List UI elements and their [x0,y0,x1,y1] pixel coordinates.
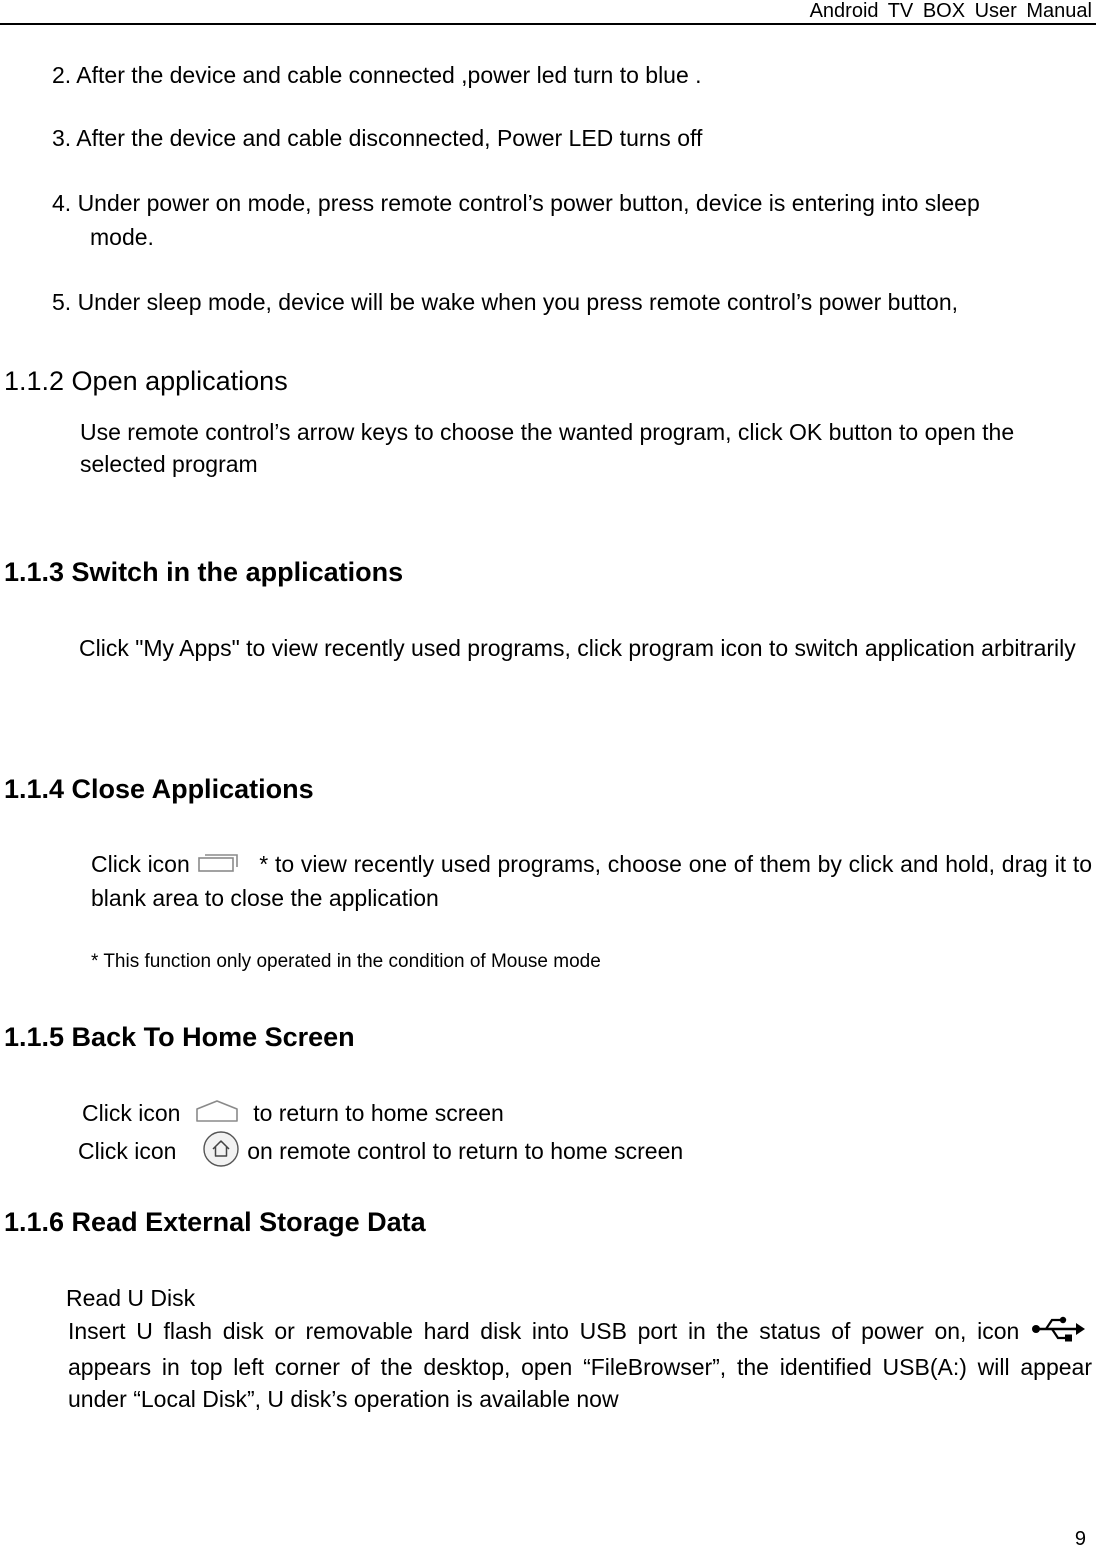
section-1-1-6-body-pre: Insert U flash disk or removable hard disk into USB port in the status of power on, icon [68,1318,1020,1345]
home-outline-icon [187,1098,247,1132]
page-number: 9 [1074,1528,1086,1550]
section-1-1-2-line-2: selected program [80,451,258,477]
step-4-line-2: mode. [90,224,154,250]
section-1-1-5-line-1-post: to return to home screen [253,1100,504,1126]
step-4-line-1: 4. Under power on mode, press remote control’s power button, device is entering into sleep [52,190,980,216]
section-1-1-5-line-2 [78,1129,683,1177]
section-1-1-2-line-1: Use remote control’s arrow keys to choose the wanted program, click OK button to open the [80,419,1015,445]
section-1-1-3-body: Click "My Apps" to view recently used programs, click program icon to switch application arbitrarily [79,635,1076,661]
recent-apps-icon [197,850,253,882]
step-3: 3. After the device and cable disconnected, Power LED turns off [52,125,703,151]
step-2: 2. After the device and cable connected ,power led turn to blue . [52,62,702,88]
section-1-1-6-heading: 1.1.6 Read External Storage Data [4,1207,426,1237]
section-1-1-2-heading: 1.1.2 Open applications [4,366,288,396]
section-1-1-4-body [91,848,1092,914]
header-title: Android TV BOX User Manual [809,0,1092,22]
section-1-1-4-body-post: * to view recently used programs, choose one of them by click and hold, drag it to blank area to close the application [91,851,1093,911]
section-1-1-4-heading: 1.1.4 Close Applications [4,774,314,804]
section-1-1-5-line-1 [82,1097,504,1132]
header-rule [0,23,1096,25]
step-5: 5. Under sleep mode, device will be wake when you press remote control’s power button, [52,289,958,315]
section-1-1-4-body-pre: Click icon [91,851,190,877]
section-1-1-5-line-2-pre: Click icon [78,1138,177,1165]
section-1-1-5-heading: 1.1.5 Back To Home Screen [4,1022,355,1052]
section-1-1-3-heading: 1.1.3 Switch in the applications [4,557,404,587]
section-1-1-5-line-2-post: on remote control to return to home screen [247,1138,684,1165]
usb-icon [1030,1315,1092,1351]
section-1-1-4-note: * This function only operated in the condition of Mouse mode [91,951,601,972]
remote-home-button-icon [183,1129,241,1177]
section-1-1-6-subheading: Read U Disk [66,1285,196,1311]
section-1-1-6-body [68,1315,1092,1415]
section-1-1-6-body-post: appears in top left corner of the desktop, open “FileBrowser”, the identified USB(A:) will appear under “Local Disk”, U disk’s operation is available now [68,1354,1092,1412]
section-1-1-5-line-1-pre: Click icon [82,1100,181,1126]
